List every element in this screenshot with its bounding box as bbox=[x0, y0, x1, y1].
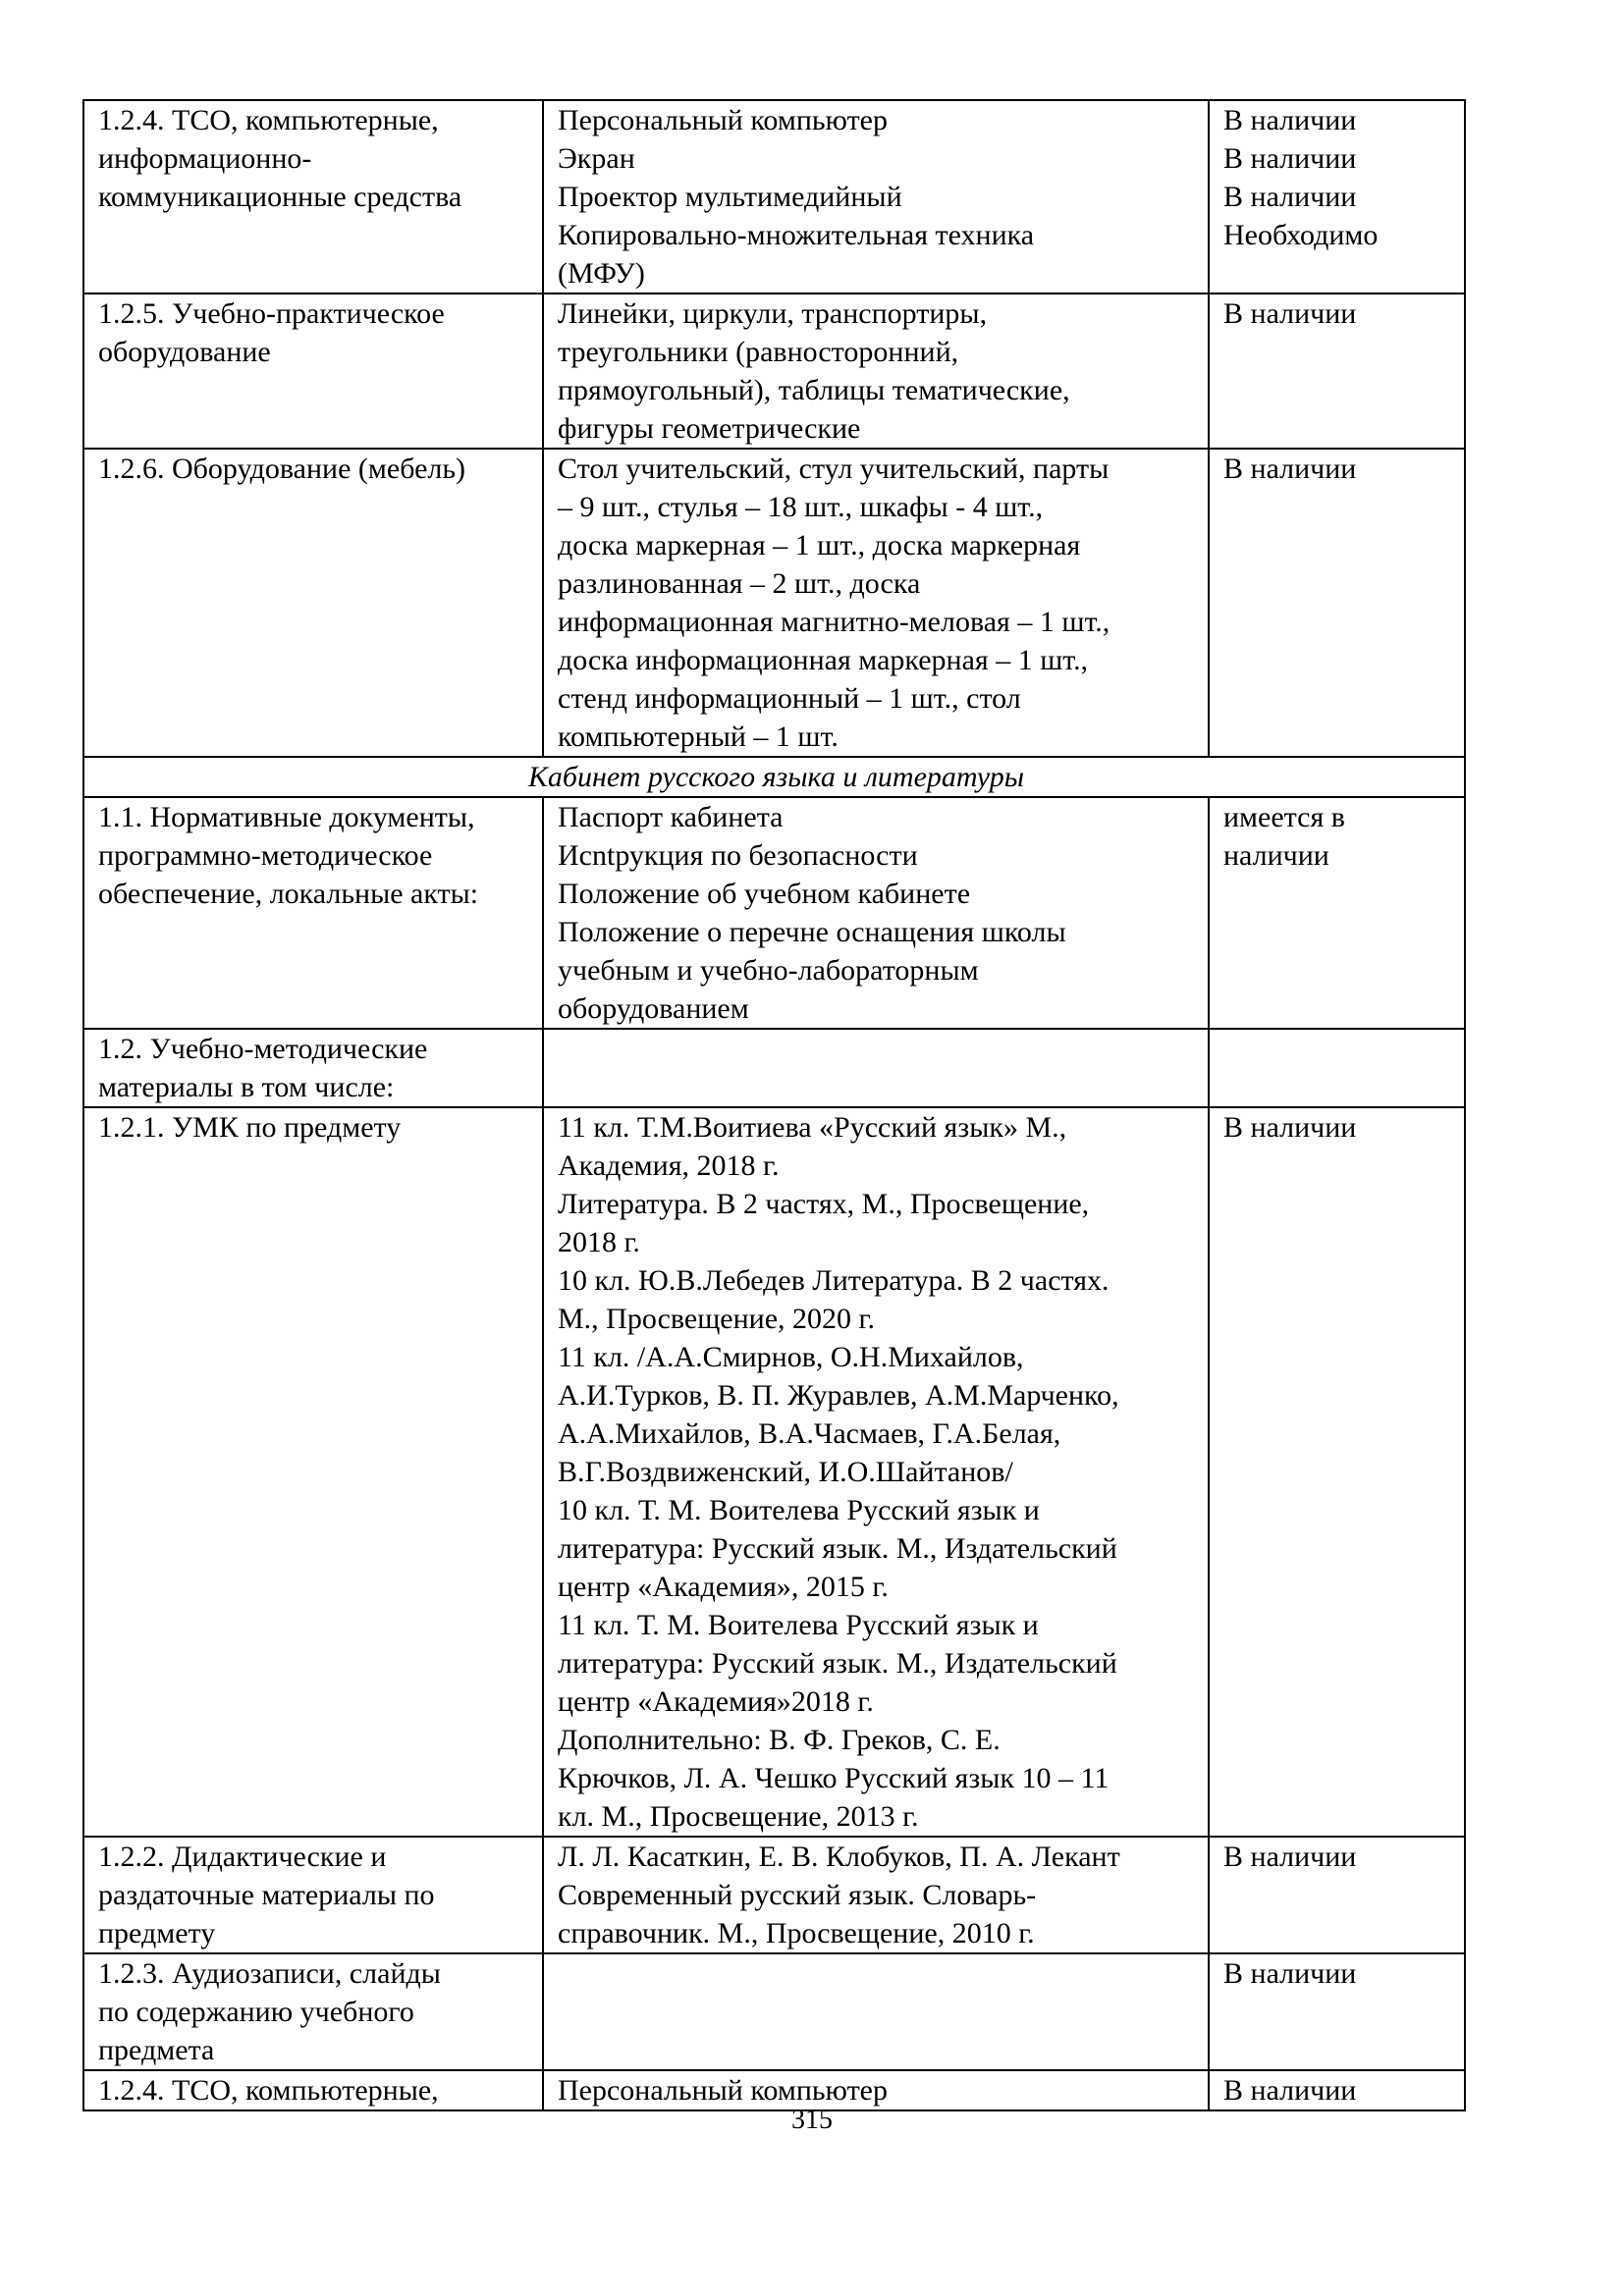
cell-line: Линейки, циркули, транспортиры, bbox=[558, 297, 988, 330]
status-cell bbox=[1209, 100, 1465, 294]
cell-line: Стол учительский, стул учительский, парты bbox=[558, 453, 1110, 485]
cell-line: В наличии bbox=[1223, 104, 1357, 136]
category-cell bbox=[83, 1029, 543, 1107]
cell-line: Крючков, Л. А. Чешко Русский язык 10 – 11 bbox=[558, 1762, 1110, 1794]
cell-line: Современный русский язык. Словарь- bbox=[558, 1879, 1037, 1911]
section-row bbox=[83, 757, 1465, 797]
items-cell bbox=[543, 797, 1209, 1029]
cell-line: В наличии bbox=[1223, 2074, 1357, 2107]
category-cell bbox=[83, 100, 543, 294]
table-row bbox=[83, 1953, 1465, 2070]
cell-line: Л. Л. Касаткин, Е. В. Клобуков, П. А. Лекант bbox=[558, 1841, 1120, 1873]
cell-line: Копировально-множительная техника bbox=[558, 219, 1035, 251]
cell-line: фигуры геометрические bbox=[558, 412, 861, 445]
cell-line: Персональный компьютер bbox=[558, 2074, 888, 2107]
cell-line: справочник. М., Просвещение, 2010 г. bbox=[558, 1917, 1035, 1949]
table-row bbox=[83, 1837, 1465, 1953]
cell-line: 11 кл. Т.М.Воитиева «Русский язык» М., bbox=[558, 1111, 1067, 1144]
cell-line: Дополнительно: В. Ф. Греков, С. Е. bbox=[558, 1724, 1001, 1756]
cell-line: Проектор мультимедийный bbox=[558, 181, 902, 213]
status-cell bbox=[1209, 294, 1465, 449]
table-row bbox=[83, 1107, 1465, 1837]
cell-line: центр «Академия», 2015 г. bbox=[558, 1571, 889, 1603]
category-cell bbox=[83, 449, 543, 757]
category-cell bbox=[83, 1837, 543, 1953]
cell-line: Экран bbox=[558, 142, 635, 175]
cell-line: 1.2.1. УМК по предмету bbox=[98, 1111, 402, 1144]
cell-line: раздаточные материалы по bbox=[98, 1879, 435, 1911]
status-cell bbox=[1209, 449, 1465, 757]
cell-line: треугольники (равносторонний, bbox=[558, 336, 959, 368]
cell-line: 1.2.6. Оборудование (мебель) bbox=[98, 453, 466, 485]
items-cell bbox=[543, 1029, 1209, 1107]
table-row bbox=[83, 449, 1465, 757]
cell-line: компьютерный – 1 шт. bbox=[558, 721, 839, 753]
cell-line: стенд информационный – 1 шт., стол bbox=[558, 682, 1021, 715]
cell-line: информационная магнитно-меловая – 1 шт., bbox=[558, 606, 1110, 638]
category-cell bbox=[83, 797, 543, 1029]
cell-line: Положение о перечне оснащения школы bbox=[558, 916, 1066, 948]
cell-line: наличии bbox=[1223, 839, 1329, 872]
cell-line: разлинованная – 2 шт., доска bbox=[558, 567, 921, 600]
cell-line: имеется в bbox=[1223, 801, 1345, 833]
items-cell bbox=[543, 1107, 1209, 1837]
cell-line: В наличии bbox=[1223, 1841, 1357, 1873]
status-cell bbox=[1209, 1107, 1465, 1837]
status-cell bbox=[1209, 797, 1465, 1029]
cell-line: Необходимо bbox=[1223, 219, 1379, 251]
cell-line: информационно- bbox=[98, 142, 312, 175]
cell-line: доска информационная маркерная – 1 шт., bbox=[558, 644, 1089, 676]
cell-line: кл. М., Просвещение, 2013 г. bbox=[558, 1800, 919, 1833]
cell-line: 1.1. Нормативные документы, bbox=[98, 801, 475, 833]
cell-line: предмету bbox=[98, 1917, 216, 1949]
cell-line: оборудованием bbox=[558, 992, 749, 1025]
cell-line: Исntрукция по безопасности bbox=[558, 839, 918, 872]
equipment-table-body bbox=[83, 100, 1465, 2110]
category-cell bbox=[83, 1953, 543, 2070]
status-cell bbox=[1209, 1029, 1465, 1107]
cell-line: В наличии bbox=[1223, 453, 1357, 485]
cell-line: Положение об учебном кабинете bbox=[558, 878, 971, 910]
items-cell bbox=[543, 100, 1209, 294]
cell-line: В наличии bbox=[1223, 142, 1357, 175]
cell-line: Персональный компьютер bbox=[558, 104, 888, 136]
cell-line: Паспорт кабинета bbox=[558, 801, 784, 833]
cell-line: материалы в том числе: bbox=[98, 1071, 395, 1103]
status-cell bbox=[1209, 1953, 1465, 2070]
cell-line: А.А.Михайлов, В.А.Часмаев, Г.А.Белая, bbox=[558, 1417, 1061, 1450]
cell-line: учебным и учебно-лабораторным bbox=[558, 954, 979, 987]
cell-line: 10 кл. Ю.В.Лебедев Литература. В 2 частях. bbox=[558, 1264, 1110, 1297]
cell-line: прямоугольный), таблицы тематические, bbox=[558, 374, 1070, 406]
cell-line: В наличии bbox=[1223, 297, 1357, 330]
cell-line: 1.2.2. Дидактические и bbox=[98, 1841, 387, 1873]
category-cell bbox=[83, 1107, 543, 1837]
table-row bbox=[83, 1029, 1465, 1107]
cell-line: В.Г.Воздвиженский, И.О.Шайтанов/ bbox=[558, 1456, 1013, 1488]
cell-line: В наличии bbox=[1223, 181, 1357, 213]
page-number: 315 bbox=[791, 2105, 833, 2135]
cell-line: коммуникационные средства bbox=[98, 181, 462, 213]
table-row bbox=[83, 797, 1465, 1029]
cell-line: 10 кл. Т. М. Воителева Русский язык и bbox=[558, 1494, 1040, 1526]
cell-line: Литература. В 2 частях, М., Просвещение, bbox=[558, 1188, 1090, 1220]
cell-line: В наличии bbox=[1223, 1957, 1357, 1990]
category-cell bbox=[83, 294, 543, 449]
cell-line: 1.2.5. Учебно-практическое bbox=[98, 297, 445, 330]
equipment-table bbox=[82, 99, 1466, 2111]
cell-line: доска маркерная – 1 шт., доска маркерная bbox=[558, 529, 1081, 561]
cell-line: предмета bbox=[98, 2034, 215, 2066]
cell-line: 1.2. Учебно-методические bbox=[98, 1033, 428, 1065]
cell-line: 1.2.4. ТСО, компьютерные, bbox=[98, 104, 439, 136]
cell-line: 2018 г. bbox=[558, 1226, 640, 1258]
cell-line: В наличии bbox=[1223, 1111, 1357, 1144]
cell-line: центр «Академия»2018 г. bbox=[558, 1685, 874, 1718]
table-row bbox=[83, 100, 1465, 294]
cell-line: Академия, 2018 г. bbox=[558, 1149, 780, 1182]
table-row bbox=[83, 294, 1465, 449]
cell-line: обеспечение, локальные акты: bbox=[98, 878, 479, 910]
items-cell bbox=[543, 1837, 1209, 1953]
cell-line: 11 кл. Т. М. Воителева Русский язык и bbox=[558, 1609, 1039, 1641]
section-title: Кабинет русского языка и литературы bbox=[83, 757, 1465, 797]
cell-line: М., Просвещение, 2020 г. bbox=[558, 1303, 875, 1335]
cell-line: (МФУ) bbox=[558, 257, 645, 290]
cell-line: 11 кл. /А.А.Смирнов, О.Н.Михайлов, bbox=[558, 1341, 1024, 1373]
cell-line: – 9 шт., стулья – 18 шт., шкафы - 4 шт., bbox=[558, 491, 1044, 523]
cell-line: программно-методическое bbox=[98, 839, 433, 872]
items-cell bbox=[543, 1953, 1209, 2070]
cell-line: 1.2.3. Аудиозаписи, слайды bbox=[98, 1957, 441, 1990]
items-cell bbox=[543, 449, 1209, 757]
cell-line: литература: Русский язык. М., Издательский bbox=[558, 1647, 1117, 1680]
status-cell bbox=[1209, 1837, 1465, 1953]
items-cell bbox=[543, 294, 1209, 449]
cell-line: по содержанию учебного bbox=[98, 1996, 414, 2028]
cell-line: литература: Русский язык. М., Издательский bbox=[558, 1532, 1117, 1565]
cell-line: А.И.Турков, В. П. Журавлев, А.М.Марченко, bbox=[558, 1379, 1119, 1412]
cell-line: 1.2.4. ТСО, компьютерные, bbox=[98, 2074, 439, 2107]
cell-line: оборудование bbox=[98, 336, 271, 368]
